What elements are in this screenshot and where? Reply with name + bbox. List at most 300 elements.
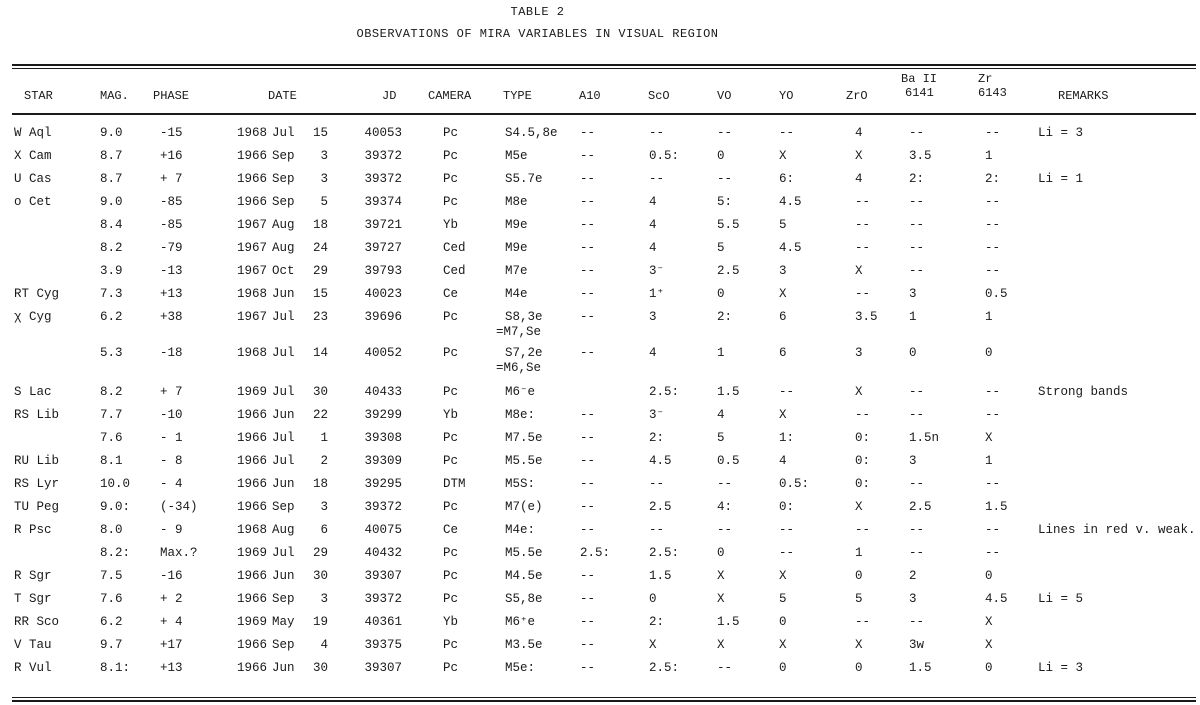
cell-date-day: 29 [312,264,328,278]
cell-type: M6⁻e [505,385,536,399]
cell-vo: 2: [717,310,733,324]
cell-date-month: Jul [272,431,295,445]
cell-mag: 8.2: [100,546,131,560]
cell-jd: 40433 [364,385,402,399]
cell-sco: -- [649,126,665,140]
cell-date-day: 24 [312,241,328,255]
top-rule [12,64,1196,66]
cell-mag: 5.3 [100,346,123,360]
cell-jd: 39727 [364,241,402,255]
cell-vo: 2.5 [717,264,740,278]
cell-type: M4.5e [505,569,543,583]
cell-star: TU Peg [14,500,60,514]
cell-a10: -- [580,592,596,606]
cell-type-continuation: =M7,Se [496,325,542,339]
cell-a10: -- [580,431,596,445]
cell-yo: 6: [779,172,795,186]
cell-date-year: 1969 [237,385,268,399]
cell-date-month: Sep [272,149,295,163]
cell-date-day: 18 [312,477,328,491]
cell-vo: 5.5 [717,218,740,232]
cell-date-year: 1966 [237,500,268,514]
cell-type: M8e: [505,408,536,422]
cell-phase: + 4 [160,615,183,629]
cell-mag: 7.6 [100,592,123,606]
cell-sco: 4.5 [649,454,672,468]
cell-zro: -- [855,523,871,537]
cell-date-day: 30 [312,569,328,583]
cell-zr: 0 [985,569,993,583]
cell-mag: 8.7 [100,149,123,163]
cell-sco: 3⁻ [649,264,665,278]
cell-vo: 1.5 [717,385,740,399]
cell-star: V Tau [14,638,52,652]
cell-star: X Cam [14,149,52,163]
cell-jd: 39721 [364,218,402,232]
cell-ba: -- [909,523,925,537]
cell-ba: 2 [909,569,917,583]
cell-date-month: Jul [272,310,295,324]
cell-date-year: 1967 [237,241,268,255]
cell-a10: -- [580,241,596,255]
cell-zr: 1.5 [985,500,1008,514]
cell-type: M6⁺e [505,615,536,629]
cell-type: M9e [505,218,528,232]
cell-zro: -- [855,287,871,301]
cell-jd: 40361 [364,615,402,629]
cell-a10: -- [580,126,596,140]
cell-ba: 1 [909,310,917,324]
cell-sco: 0.5: [649,149,680,163]
cell-vo: 5: [717,195,733,209]
cell-ba: 2.5 [909,500,932,514]
cell-phase: -13 [160,264,183,278]
cell-date-year: 1967 [237,310,268,324]
cell-date-day: 14 [312,346,328,360]
cell-yo: 6 [779,346,787,360]
cell-camera: Pc [443,431,459,445]
cell-remarks: Li = 3 [1038,126,1084,140]
header-rule [12,113,1196,115]
cell-mag: 3.9 [100,264,123,278]
cell-sco: 2.5 [649,500,672,514]
cell-mag: 8.2 [100,241,123,255]
cell-a10: -- [580,346,596,360]
cell-mag: 9.0: [100,500,131,514]
cell-jd: 40023 [364,287,402,301]
cell-phase: -85 [160,195,183,209]
cell-phase: - 8 [160,454,183,468]
cell-a10: -- [580,661,596,675]
cell-vo: 1.5 [717,615,740,629]
cell-sco: X [649,638,657,652]
cell-phase: +13 [160,287,183,301]
header-date: DATE [268,89,297,103]
cell-date-month: Jun [272,661,295,675]
cell-camera: Ced [443,241,466,255]
header-ba-bottom: 6141 [905,86,934,100]
cell-phase: -79 [160,241,183,255]
cell-yo: 0 [779,615,787,629]
cell-type: S7,2e [505,346,543,360]
cell-date-month: Oct [272,264,295,278]
cell-type: M5.5e [505,454,543,468]
cell-yo: X [779,569,787,583]
cell-date-day: 1 [320,431,328,445]
cell-mag: 8.4 [100,218,123,232]
cell-vo: 0 [717,546,725,560]
cell-a10: -- [580,500,596,514]
cell-remarks: Li = 3 [1038,661,1084,675]
cell-date-year: 1969 [237,615,268,629]
cell-jd: 39375 [364,638,402,652]
cell-type: S8,3e [505,310,543,324]
cell-ba: -- [909,241,925,255]
cell-date-month: Sep [272,172,295,186]
cell-sco: 0 [649,592,657,606]
cell-phase: - 1 [160,431,183,445]
cell-zr: 1 [985,454,993,468]
cell-vo: 1 [717,346,725,360]
cell-camera: Pc [443,149,459,163]
cell-mag: 7.5 [100,569,123,583]
cell-sco: 1⁺ [649,287,665,301]
cell-ba: 3.5 [909,149,932,163]
cell-star: T Sgr [14,592,52,606]
cell-a10: 2.5: [580,546,611,560]
cell-ba: -- [909,264,925,278]
header-zro: ZrO [846,89,868,103]
cell-ba: -- [909,408,925,422]
header-yo: YO [779,89,794,103]
cell-zro: 0: [855,477,871,491]
cell-vo: -- [717,126,733,140]
cell-zro: -- [855,218,871,232]
cell-zr: -- [985,385,1001,399]
cell-jd: 40075 [364,523,402,537]
cell-phase: + 7 [160,172,183,186]
cell-vo: 0 [717,149,725,163]
cell-zr: 1 [985,149,993,163]
cell-jd: 39372 [364,149,402,163]
cell-ba: 3 [909,287,917,301]
cell-a10: -- [580,172,596,186]
cell-date-month: Jul [272,346,295,360]
cell-zr: -- [985,218,1001,232]
cell-ba: 1.5n [909,431,940,445]
cell-zro: 3 [855,346,863,360]
cell-date-day: 30 [312,385,328,399]
cell-camera: Pc [443,385,459,399]
cell-camera: DTM [443,477,466,491]
cell-zr: -- [985,126,1001,140]
cell-yo: 5 [779,218,787,232]
header-remarks: REMARKS [1058,89,1109,103]
cell-jd: 39374 [364,195,402,209]
cell-date-year: 1968 [237,287,268,301]
cell-camera: Ce [443,523,459,537]
top-rule-thin [12,68,1196,69]
header-camera: CAMERA [428,89,472,103]
cell-yo: X [779,408,787,422]
cell-zr: X [985,431,993,445]
cell-camera: Pc [443,454,459,468]
cell-star: RT Cyg [14,287,60,301]
cell-a10: -- [580,218,596,232]
cell-date-month: Aug [272,218,295,232]
cell-a10: -- [580,638,596,652]
cell-date-year: 1966 [237,195,268,209]
cell-star: RU Lib [14,454,60,468]
cell-phase: +38 [160,310,183,324]
cell-mag: 7.6 [100,431,123,445]
cell-mag: 10.0 [100,477,131,491]
cell-star: RR Sco [14,615,60,629]
cell-camera: Pc [443,172,459,186]
cell-phase: -15 [160,126,183,140]
cell-date-day: 15 [312,126,328,140]
cell-zro: 4 [855,126,863,140]
cell-a10: -- [580,264,596,278]
cell-type: M8e [505,195,528,209]
cell-sco: 4 [649,218,657,232]
cell-jd: 39309 [364,454,402,468]
cell-date-day: 5 [320,195,328,209]
cell-remarks: Li = 5 [1038,592,1084,606]
cell-date-month: Jun [272,477,295,491]
cell-type: S5,8e [505,592,543,606]
cell-mag: 8.0 [100,523,123,537]
cell-date-day: 19 [312,615,328,629]
cell-mag: 9.0 [100,195,123,209]
cell-jd: 39372 [364,172,402,186]
cell-sco: 3 [649,310,657,324]
cell-jd: 39295 [364,477,402,491]
cell-date-month: Sep [272,638,295,652]
cell-jd: 39372 [364,592,402,606]
cell-date-year: 1966 [237,431,268,445]
cell-camera: Pc [443,500,459,514]
cell-date-day: 30 [312,661,328,675]
cell-sco: 4 [649,346,657,360]
cell-date-year: 1966 [237,172,268,186]
header-type: TYPE [503,89,532,103]
bottom-rule [12,700,1196,702]
cell-date-month: Sep [272,195,295,209]
cell-date-day: 18 [312,218,328,232]
cell-zr: X [985,638,993,652]
cell-vo: X [717,569,725,583]
cell-ba: -- [909,385,925,399]
cell-camera: Pc [443,592,459,606]
cell-zr: X [985,615,993,629]
cell-mag: 7.7 [100,408,123,422]
cell-ba: -- [909,615,925,629]
cell-yo: -- [779,546,795,560]
cell-type: M7.5e [505,431,543,445]
cell-yo: 0.5: [779,477,810,491]
cell-date-year: 1968 [237,346,268,360]
cell-ba: 2: [909,172,925,186]
cell-date-month: Sep [272,592,295,606]
cell-a10: -- [580,310,596,324]
cell-date-year: 1967 [237,264,268,278]
cell-date-day: 29 [312,546,328,560]
cell-phase: -85 [160,218,183,232]
cell-date-day: 3 [320,172,328,186]
cell-yo: -- [779,385,795,399]
cell-jd: 40052 [364,346,402,360]
cell-sco: 4 [649,241,657,255]
cell-date-year: 1966 [237,661,268,675]
cell-phase: (-34) [160,500,198,514]
cell-a10: -- [580,523,596,537]
cell-sco: 3⁻ [649,408,665,422]
cell-date-day: 3 [320,149,328,163]
cell-zro: X [855,149,863,163]
cell-ba: -- [909,218,925,232]
cell-yo: 5 [779,592,787,606]
cell-zro: X [855,638,863,652]
cell-star: U Cas [14,172,52,186]
cell-mag: 8.2 [100,385,123,399]
cell-a10: -- [580,195,596,209]
cell-camera: Pc [443,546,459,560]
cell-sco: 2: [649,431,665,445]
cell-date-month: Aug [272,241,295,255]
cell-jd: 39696 [364,310,402,324]
cell-phase: -16 [160,569,183,583]
cell-zro: 0 [855,569,863,583]
cell-vo: -- [717,523,733,537]
cell-jd: 39372 [364,500,402,514]
cell-sco: 2: [649,615,665,629]
cell-date-day: 2 [320,454,328,468]
cell-sco: 2.5: [649,546,680,560]
cell-yo: X [779,638,787,652]
table-subtitle: OBSERVATIONS OF MIRA VARIABLES IN VISUAL REGION [356,27,719,41]
cell-zr: 1 [985,310,993,324]
header-ba-top: Ba II [901,72,938,86]
cell-star: χ Cyg [14,310,52,324]
cell-vo: 5 [717,431,725,445]
cell-yo: 4 [779,454,787,468]
cell-a10: -- [580,408,596,422]
cell-zro: 0 [855,661,863,675]
cell-type: M4e [505,287,528,301]
cell-remarks: Lines in red v. weak. [1038,523,1196,537]
cell-zr: -- [985,408,1001,422]
cell-a10: -- [580,615,596,629]
cell-ba: 3 [909,454,917,468]
cell-a10: -- [580,569,596,583]
cell-vo: -- [717,172,733,186]
cell-star: o Cet [14,195,52,209]
cell-date-month: Aug [272,523,295,537]
cell-type: M5S: [505,477,536,491]
cell-sco: 2.5: [649,661,680,675]
cell-date-day: 23 [312,310,328,324]
cell-yo: 6 [779,310,787,324]
cell-yo: -- [779,126,795,140]
table-title: TABLE 2 [510,5,565,19]
cell-zro: -- [855,408,871,422]
cell-mag: 6.2 [100,310,123,324]
cell-mag: 7.3 [100,287,123,301]
cell-phase: + 2 [160,592,183,606]
cell-camera: Pc [443,346,459,360]
cell-phase: - 9 [160,523,183,537]
cell-zr: -- [985,241,1001,255]
cell-date-month: Jul [272,126,295,140]
cell-phase: +16 [160,149,183,163]
cell-remarks: Strong bands [1038,385,1129,399]
cell-phase: + 7 [160,385,183,399]
cell-date-year: 1966 [237,638,268,652]
cell-type: M9e [505,241,528,255]
cell-zr: 0 [985,661,993,675]
cell-zro: 0: [855,454,871,468]
cell-zr: -- [985,546,1001,560]
header-zr-top: Zr [978,72,993,86]
cell-type: S5.7e [505,172,543,186]
cell-yo: 4.5 [779,195,802,209]
cell-type: M5.5e [505,546,543,560]
cell-vo: X [717,638,725,652]
cell-yo: 4.5 [779,241,802,255]
cell-camera: Pc [443,195,459,209]
cell-date-year: 1966 [237,408,268,422]
cell-star: W Aql [14,126,52,140]
cell-zr: 4.5 [985,592,1008,606]
cell-mag: 8.7 [100,172,123,186]
cell-star: S Lac [14,385,52,399]
cell-date-month: Jun [272,569,295,583]
cell-yo: 0 [779,661,787,675]
cell-phase: +17 [160,638,183,652]
cell-camera: Pc [443,310,459,324]
cell-sco: -- [649,477,665,491]
header-mag: MAG. [100,89,129,103]
cell-vo: 4 [717,408,725,422]
cell-zro: 1 [855,546,863,560]
cell-camera: Yb [443,218,459,232]
cell-ba: 3w [909,638,925,652]
cell-date-day: 22 [312,408,328,422]
header-vo: VO [717,89,732,103]
cell-zro: X [855,264,863,278]
cell-star: R Sgr [14,569,52,583]
cell-camera: Ced [443,264,466,278]
cell-yo: 1: [779,431,795,445]
cell-camera: Pc [443,661,459,675]
cell-sco: -- [649,523,665,537]
cell-zro: 3.5 [855,310,878,324]
cell-jd: 39793 [364,264,402,278]
cell-sco: 1.5 [649,569,672,583]
cell-yo: X [779,149,787,163]
cell-sco: 4 [649,195,657,209]
cell-camera: Pc [443,569,459,583]
cell-mag: 9.7 [100,638,123,652]
cell-date-year: 1966 [237,477,268,491]
cell-vo: X [717,592,725,606]
cell-mag: 8.1 [100,454,123,468]
cell-ba: 1.5 [909,661,932,675]
cell-yo: 0: [779,500,795,514]
cell-date-year: 1966 [237,149,268,163]
cell-star: R Vul [14,661,52,675]
